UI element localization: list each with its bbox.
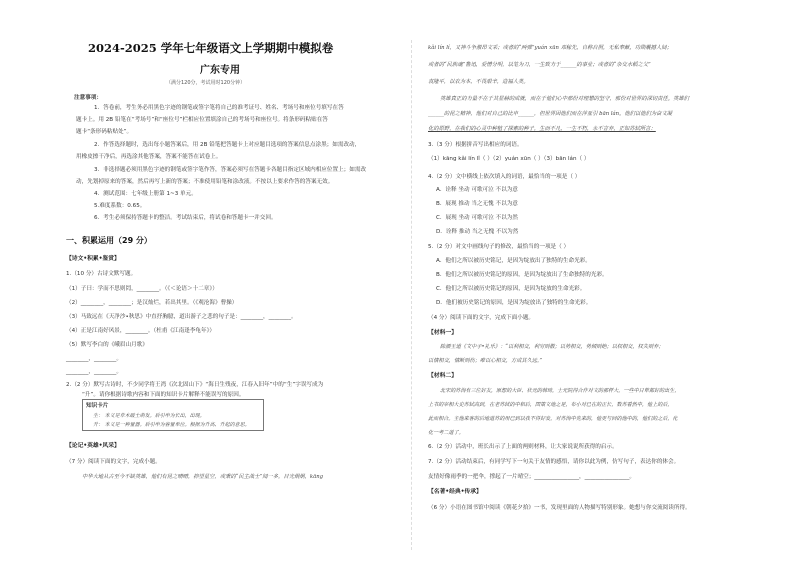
question-6: 6.（2 分）活动中，班长出示了上面的两则材料，让大家说说所获得的启示。: [428, 444, 618, 450]
q1-item: （3）马致远在《天净沙•秋思》中直抒胸臆，道出游子之悲的句子是：________，________。: [66, 314, 297, 320]
card-line: 生： 本义是草木破土萌发。后引申为长出，出现。: [93, 413, 205, 419]
material-1-line: 以情相交，情断则伤；唯以心相交，方成其久远。”: [428, 358, 543, 364]
exam-meta: （满分120分，考试用时120分钟）: [166, 80, 246, 86]
q1-item: ________，________。: [66, 369, 122, 375]
column-divider: [411, 40, 412, 550]
note-line: 题卡上。用 2B 铅笔在“考场号”和“座位号”栏相应位置填涂自己的考场号和座位号。将条形码粘贴在答: [76, 117, 328, 123]
section-tag: 【名著•经典•传承】: [428, 489, 482, 495]
passage-line: ______的昆之精神，他们对自己的比申______，但世界因他们而在萍亚引 bān lán。他们以他们为奋文凝: [428, 111, 673, 117]
q4-option-c: C．展现 坐动 可歌可泣 不以为然: [436, 215, 518, 221]
material-1-line: 除颜王道《文中子•礼乐》：“以利相交，利穷则散；以势相交，势倾则绝；以权相交，权失则弃；: [440, 344, 664, 350]
q1-item: ________，________。: [66, 356, 122, 362]
material-2-line: 化一考二道了。: [428, 430, 464, 436]
question-2-cont: “升”。请你根据诗歌内容和下面的知识卡片解释不能误写的原因。: [82, 392, 245, 398]
question-5: 5.（2 分）对文中画线句子的修改，最恰当的一项是（ ）: [428, 244, 570, 250]
note-line: 2．作答选择题时，选出每小题答案后，用 2B 铅笔把答题卡上对应题目选项的答案信息点涂黑；如需改动，: [94, 142, 361, 148]
exam-title: 2024-2025 学年七年级语文上学期期中模拟卷: [88, 41, 334, 55]
material-2-line: 北宋的苏洵有三位好友，原想的大臣、状元的韩琦，士元院得合作对文的那样大，一些中日草都好的出生，: [440, 388, 680, 394]
question-7-sample: 友情好像雨季的一把伞，撑起了一片晴空；________________，________________。: [428, 474, 635, 480]
passage-line: 英雄真正的力量不在于其显赫的成就，而在于他们心中那份对理想的坚守，那份对世界的深切责任。英雄们: [440, 96, 689, 102]
passage-line: 或者的“民族魂”鲁迅，爱憎分明，以笔为刀，一生致力于______的事业；或者的“杂交水稻之父”: [428, 62, 651, 68]
question-3-items: （1）kāng kǎi lín lǐ（ ）（2）yuán xūn（ ）（3）bān lán（ ）: [428, 156, 590, 162]
question-4: 4.（2 分）文中横线上依次填入的词语，最恰当的一项是（ ）: [428, 174, 581, 180]
section-tag: 【论记•英雄•风采】: [66, 443, 120, 449]
note-line: 动，先划掉原来的答案，然后再写上新的答案；不准使用铅笔和涂改液。不按以上要求作答的答案无效。: [76, 179, 334, 185]
question-2: 2.（2 分）默写古诗时，不少同学将王湾《次北固山下》“海日生残夜，江春入旧年”中的“生”字误写成为: [66, 382, 324, 388]
q1-item: （4）正是江南好风景，________。（杜甫《江南逢李龟年》）: [66, 328, 215, 334]
passage-line: 中华大地从古至今不缺英雄，他们有昆之晴晴，抑望星空，或秉的“民主战士”闻一多，目光炯炯，kāng: [82, 474, 324, 480]
q4-option-d: D．诠释 推动 当之无愧 不以为然: [436, 229, 519, 235]
material-2-label: 【材料二】: [428, 373, 457, 379]
passage-underlined-line: 化的原野，在我们的心灵中种植了探索的种子，生而不凡，一生不朽，永不言弃，正如苏轼所言：: [428, 126, 656, 132]
q5-option-b: B．他们之所以被历史铭记的原因，是因为绽放出了生命独特的光彩。: [436, 272, 608, 278]
section-heading: 一、积累运用（29 分）: [66, 236, 152, 245]
passage-line: 袁隆平，以农为本，不畏艰辛，造福人类。: [428, 79, 529, 85]
card-line: 升： 本义是一种量器。后引申为容量单位。根据为升高、升起的意思。: [93, 422, 250, 428]
question-7: 7.（2 分）活动结束后，有同学写下一句关于友情的感悟，请你以此为例，仿写句子，表达你的体会。: [428, 459, 680, 465]
note-line: 1．答卷前，考生务必用黑色字迹的钢笔或签字笔将自己的准考证号、姓名、考场号和座位号填写在答: [94, 105, 344, 111]
knowledge-card: [82, 399, 264, 431]
question-1: 1.（10 分）古诗文默写题。: [66, 271, 137, 277]
note-line: 题卡“条形码粘贴处”。: [76, 129, 133, 135]
material-1-label: 【材料一】: [428, 330, 457, 336]
note-line: 5.难度系数：0.65。: [94, 203, 146, 209]
question-3-intro: （7 分）阅读下面的文字，完成小题。: [66, 459, 161, 465]
passage-line: kǎi lín lí，又神斗争激昂文采；或者的“两弹”yuán xūn 邓稼先，自称自照，无私奉献，功勋震撼人间；: [428, 45, 672, 51]
note-line: 用橡皮擦干净后，再选涂其他答案，答案不能答在试卷上。: [76, 154, 222, 160]
exam-subtitle: 广东专用: [200, 65, 240, 76]
q1-item: （5）默写李白的《峨眉山月歌》: [66, 342, 148, 348]
q4-option-a: A．诠释 坐动 可歌可泣 不以为意: [436, 187, 518, 193]
material-2-line: 上书的宰相大史苏轼高到，在老苏轼的中和后，国策文地之是，布小对已在的正长，数苏看然中，他上的后，: [428, 402, 673, 408]
q5-option-d: D．他们被历史铭记的原因，是因为绽放出了独特的生命光彩。: [436, 300, 592, 306]
q1-item: （1）子曰：学而不思则罔，________。（《＜论语＞十二章》）: [66, 286, 218, 292]
q5-option-c: C．他们之所以被历史铭记的原因，是因为绽放的生命光彩。: [436, 286, 586, 292]
question-8-intro: （6 分）小语在图书馆中阅读《朝花夕拾》一书，发现里面的人物描写特别形象。她想与你交流阅读所得。: [428, 505, 691, 511]
card-title: 知识卡片: [86, 403, 109, 409]
note-line: 4．测试范围：七年级上册第 1~3 单元。: [94, 191, 197, 197]
notes-heading: 注意事项：: [74, 95, 102, 101]
question-3: 3.（3 分）根据拼音写出相应的词语。: [428, 142, 523, 148]
note-line: 3．非选择题必须用黑色字迹的钢笔或签字笔作答，答案必须写在答题卡各题目指定区域内相应位置上；如需改: [94, 167, 367, 173]
q1-item: （2）________，________；是汉灿烂，若出其里。（《观沧海》曹操）: [66, 300, 238, 306]
note-line: 6．考生必须保持答题卡的整洁。考试结束后，将试卷和答题卡一并交回。: [94, 215, 277, 221]
section-tag: 【诗文•积累•鉴赏】: [66, 256, 120, 262]
material-2-line: 此而相合。主他来客的后地道苏的用已到以我不得好发，对苏洵中先来的，他更与回的他中的，他们的之后，化: [428, 416, 678, 422]
reading-intro: （4 分）阅读下面的文字，完成下面小题。: [428, 315, 535, 321]
q4-option-b: B．展现 推动 当之无愧 不以为意: [436, 201, 518, 207]
q5-option-a: A．他们之所以被历史铭记，是因为绽放出了独特的生命光彩。: [436, 258, 591, 264]
